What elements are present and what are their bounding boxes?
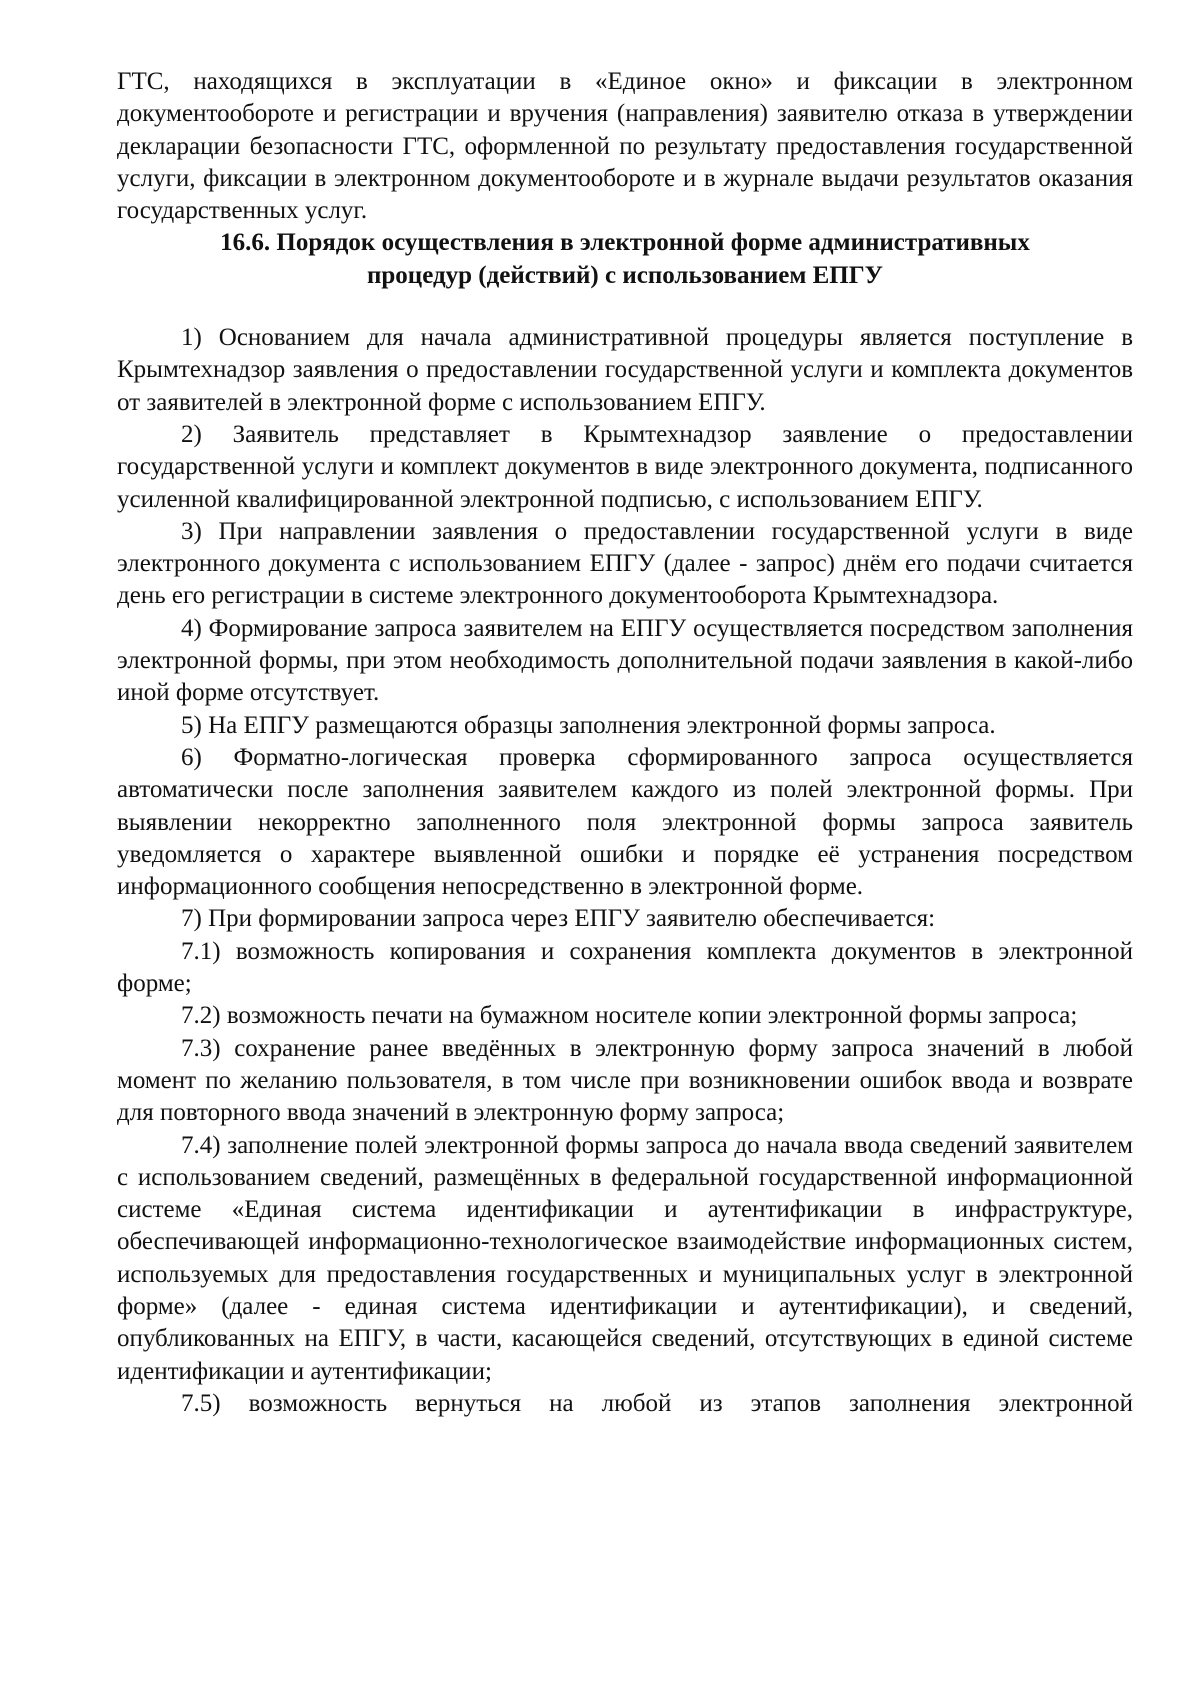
paragraph-7-1: 7.1) возможность копирования и сохранения комплекта документов в электронной форме; xyxy=(117,937,1133,998)
section-heading: 16.6. Порядок осуществления в электронной форме административных процедур (действий) с использованием ЕПГУ xyxy=(220,229,1030,289)
paragraph-2: 2) Заявитель представляет в Крымтехнадзор заявление о предоставлении государственной услуги и комплект документов в виде электронного документа, подписанного усиленной квалифицированной электронной подписью, с использованием ЕПГУ. xyxy=(117,420,1133,513)
paragraph-7-4: 7.4) заполнение полей электронной формы запроса до начала ввода сведений заявителем с использованием сведений, размещённых в федеральной государственной информационной системе «Единая система идентификации и аутентификации в инфраструктуре, обеспечивающей информационно-технологическое взаимодействие информационных систем, используемых для предоставления государственных и муниципальных услуг в электронной форме» (далее - единая система идентификации и аутентификации), и сведений, опубликованных на ЕПГУ, в части, касающейся сведений, отсутствующих в единой системе идентификации и аутентификации; xyxy=(117,1131,1133,1385)
paragraph-1: 1) Основанием для начала административной процедуры является поступление в Крымтехнадзор заявления о предоставлении государственной услуги и комплекта документов от заявителей в электронной форме с использованием ЕПГУ. xyxy=(117,324,1133,416)
paragraph-7-3: 7.3) сохранение ранее введённых в электронную форму запроса значений в любой момент по желанию пользователя, в том числе при возникновении ошибок ввода и возврате для повторного ввода значений в электронную форму запроса; xyxy=(117,1034,1133,1127)
paragraph-7-5: 7.5) возможность вернуться на любой из этапов заполнения электронной xyxy=(181,1389,1133,1417)
paragraph-7: 7) При формировании запроса через ЕПГУ заявителю обеспечивается: xyxy=(181,905,936,933)
paragraph-6: 6) Форматно-логическая проверка сформированного запроса осуществляется автоматически после заполнения заявителем каждого из полей электронной формы. При выявлении некорректно заполненного поля электронной формы запроса заявитель уведомляется о характере выявленной ошибки и порядке её устранения посредством информационного сообщения непосредственно в электронной форме. xyxy=(117,743,1133,901)
document-page xyxy=(117,66,1133,1420)
paragraph-5: 5) На ЕПГУ размещаются образцы заполнения электронной формы запроса. xyxy=(181,711,996,739)
continuation-paragraph: ГТС, находящихся в эксплуатации в «Единое окно» и фиксации в электронном документообороте и регистрации и вручения (направления) заявителю отказа в утверждении декларации безопасности ГТС, оформленной по результату предоставления государственной услуги, фиксации в электронном документообороте и в журнале выдачи результатов оказания государственных услуг. xyxy=(117,68,1133,225)
spacer xyxy=(117,292,1133,322)
paragraph-7-2: 7.2) возможность печати на бумажном носителе копии электронной формы запроса; xyxy=(181,1002,1078,1030)
paragraph-4: 4) Формирование запроса заявителем на ЕПГУ осуществляется посредством заполнения электронной формы, при этом необходимость дополнительной подачи заявления в какой-либо иной форме отсутствует. xyxy=(117,614,1133,707)
paragraph-3: 3) При направлении заявления о предоставлении государственной услуги в виде электронного документа с использованием ЕПГУ (далее - запрос) днём его подачи считается день его регистрации в системе электронного документооборота Крымтехнадзора. xyxy=(117,517,1133,610)
